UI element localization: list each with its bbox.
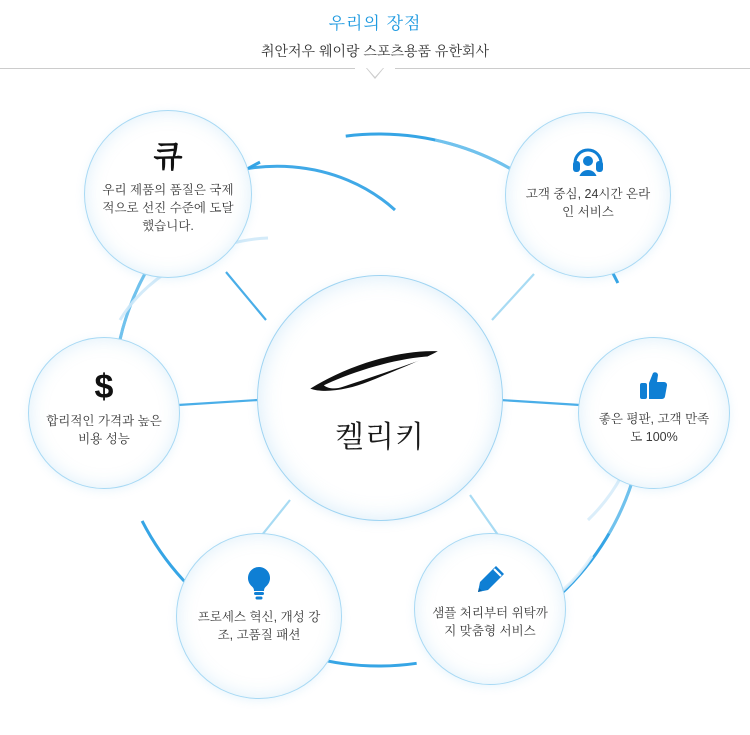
pencil-design-icon xyxy=(474,564,506,596)
headset-support-icon xyxy=(571,147,605,177)
lightbulb-idea-icon xyxy=(245,566,273,600)
quality-mark-icon: 큐 xyxy=(153,141,183,174)
node-sample-label: 샘플 처리부터 위탁까지 맞춤형 서비스 xyxy=(432,606,548,639)
node-service-label: 고객 중심, 24시간 온라인 서비스 xyxy=(525,187,651,220)
page-title: 우리의 장점 xyxy=(328,14,422,33)
thumbs-up-icon xyxy=(639,370,669,402)
node-quality-label: 우리 제품의 품질은 국제적으로 선진 수준에 도달했습니다. xyxy=(102,183,234,234)
center-brand-node xyxy=(257,275,503,521)
node-process[interactable] xyxy=(176,533,342,699)
node-service[interactable] xyxy=(505,112,671,278)
node-process-label: 프로세스 혁신, 개성 강조, 고품질 패션 xyxy=(197,610,321,643)
node-price-label: 합리적인 가격과 높은 비용 성능 xyxy=(46,414,162,447)
node-quality[interactable] xyxy=(84,110,252,278)
dollar-sign-icon: $ xyxy=(94,368,114,406)
company-subtitle: 취안저우 웨이랑 스포츠용품 유한회사 xyxy=(260,43,490,59)
brand-swoosh-logo xyxy=(295,340,465,410)
node-sample[interactable] xyxy=(414,533,566,685)
node-price[interactable] xyxy=(28,337,180,489)
brand-name: 켈리키 xyxy=(335,421,425,454)
node-praise[interactable] xyxy=(578,337,730,489)
node-praise-label: 좋은 평판, 고객 만족도 100% xyxy=(598,412,710,445)
